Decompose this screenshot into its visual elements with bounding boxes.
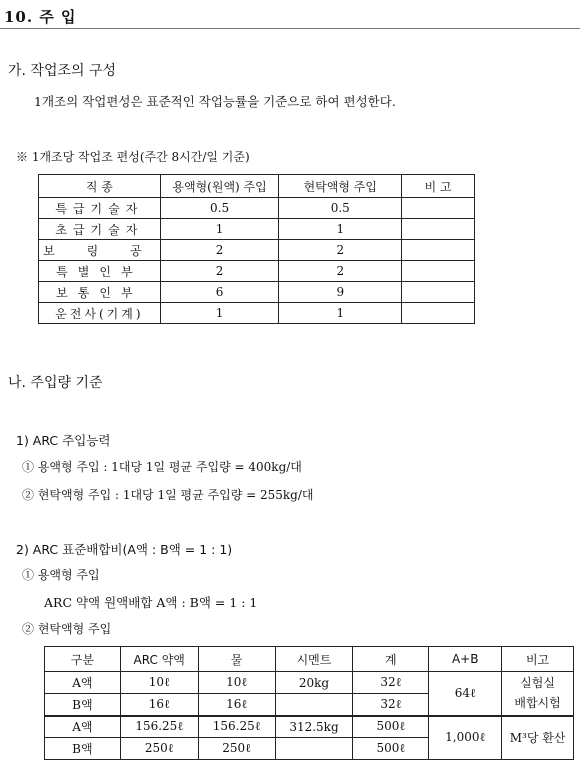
mix-item-solution: ① 용액형 주입	[22, 568, 100, 582]
section-title: 10. 주 입	[4, 8, 77, 26]
table-row	[39, 240, 475, 261]
remark-cell	[402, 282, 475, 303]
arc-capacity-title: 1) ARC 주입능력	[16, 433, 111, 448]
suspension-cell: 9	[279, 282, 402, 303]
header-water: 물	[198, 647, 275, 672]
solution-cell: 2	[160, 240, 279, 261]
role-cell: 운전사(기계)	[39, 303, 161, 324]
role-cell: 보 링 공	[39, 240, 161, 261]
remark-cell	[402, 303, 475, 324]
mix-name-cell: A액	[45, 672, 121, 694]
mix-cement-cell: 20kg	[275, 672, 353, 694]
mix-total-cell: 500ℓ	[353, 738, 429, 760]
mix-cement-cell	[275, 738, 353, 760]
remark-cell	[402, 240, 475, 261]
solution-cell: 1	[160, 303, 279, 324]
crew-table	[38, 174, 475, 324]
mix-water-cell: 250ℓ	[198, 738, 275, 760]
crew-note: ※ 1개조당 작업조 편성(주간 8시간/일 기준)	[16, 150, 250, 164]
mix-arc-cell: 10ℓ	[120, 672, 198, 694]
solution-cell: 1	[160, 219, 279, 240]
mix-arc-cell: 156.25ℓ	[120, 716, 198, 738]
suspension-cell: 2	[279, 240, 402, 261]
role-cell: 특급기술자	[39, 198, 161, 219]
table-row	[39, 219, 475, 240]
mix-item-suspension: ② 현탁액형 주입	[22, 622, 112, 636]
mix-total-cell: 32ℓ	[353, 672, 429, 694]
header-suspension: 현탁액형 주입	[279, 175, 402, 198]
role-cell: 보통인부	[39, 282, 161, 303]
mix-remark-cell	[502, 672, 574, 716]
header-role: 직 종	[39, 175, 161, 198]
mix-item-solution-detail: ARC 약액 원액배합 A액 : B액 = 1 : 1	[44, 595, 258, 610]
table-row	[39, 282, 475, 303]
mix-ratio-title: 2) ARC 표준배합비(A액 : B액 = 1 : 1)	[16, 542, 233, 557]
mix-a-plus-b-cell: 64ℓ	[429, 672, 502, 716]
header-remark: 비고	[502, 647, 574, 672]
mix-name-cell: B액	[45, 694, 121, 716]
mix-total-cell: 32ℓ	[353, 694, 429, 716]
header-a-plus-b: A+B	[429, 647, 502, 672]
mix-remark-line: 배합시험	[514, 696, 561, 711]
remark-cell	[402, 261, 475, 282]
solution-cell: 2	[160, 261, 279, 282]
header-remark: 비 고	[402, 175, 475, 198]
subsection-title-crew: 가. 작업조의 구성	[8, 63, 117, 79]
suspension-cell: 0.5	[279, 198, 402, 219]
mix-cement-cell: 312.5kg	[275, 716, 353, 738]
table-row	[39, 303, 475, 324]
mix-a-plus-b-cell: 1,000ℓ	[429, 716, 502, 760]
mix-water-cell: 16ℓ	[198, 694, 275, 716]
table-row	[39, 198, 475, 219]
suspension-cell: 1	[279, 303, 402, 324]
mix-cement-cell	[275, 694, 353, 716]
mix-total-cell: 500ℓ	[353, 716, 429, 738]
mix-name-cell: A액	[45, 716, 121, 738]
arc-capacity-item: ① 용액형 주입 : 1대당 1일 평균 주입량 = 400kg/대	[22, 460, 302, 474]
arc-capacity-item: ② 현탁액형 주입 : 1대당 1일 평균 주입량 = 255kg/대	[22, 488, 314, 502]
title-divider	[0, 28, 580, 29]
table-row	[39, 261, 475, 282]
mix-water-cell: 156.25ℓ	[198, 716, 275, 738]
header-total: 계	[353, 647, 429, 672]
role-cell: 특별인부	[39, 261, 161, 282]
mix-water-cell: 10ℓ	[198, 672, 275, 694]
crew-table-header	[39, 175, 475, 198]
header-solution: 용액형(원액) 주입	[160, 175, 279, 198]
mix-table-header	[45, 647, 574, 672]
header-cement: 시멘트	[275, 647, 353, 672]
table-row	[45, 716, 574, 738]
mix-arc-cell: 16ℓ	[120, 694, 198, 716]
mix-remark-cell: M³당 환산	[502, 716, 574, 760]
mix-remark-line: 실험실	[520, 676, 555, 691]
remark-cell	[402, 198, 475, 219]
role-cell: 초급기술자	[39, 219, 161, 240]
solution-cell: 6	[160, 282, 279, 303]
suspension-cell: 2	[279, 261, 402, 282]
solution-cell: 0.5	[160, 198, 279, 219]
mix-arc-cell: 250ℓ	[120, 738, 198, 760]
header-arc: ARC 약액	[120, 647, 198, 672]
suspension-cell: 1	[279, 219, 402, 240]
header-category: 구분	[45, 647, 121, 672]
crew-description: 1개조의 작업편성은 표준적인 작업능률을 기준으로 하여 편성한다.	[34, 94, 396, 109]
mix-name-cell: B액	[45, 738, 121, 760]
subsection-title-injection: 나. 주입량 기준	[8, 375, 103, 391]
table-row	[45, 672, 574, 694]
mix-table	[44, 646, 574, 760]
remark-cell	[402, 219, 475, 240]
